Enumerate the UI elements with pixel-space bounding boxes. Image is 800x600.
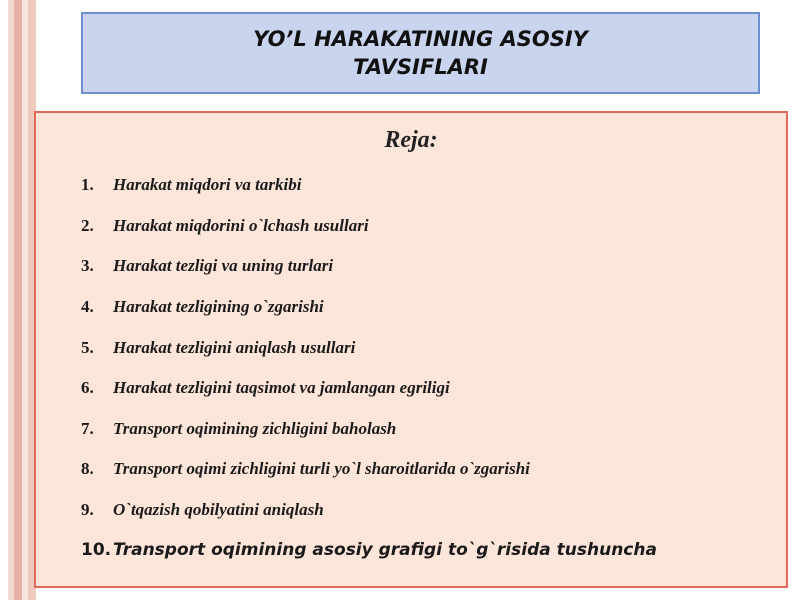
plan-item-number: 6. <box>81 378 94 397</box>
plan-item-text: Transport oqimining zichligini baholash <box>113 419 397 438</box>
plan-item-5 <box>81 338 355 358</box>
plan-item-10 <box>81 540 657 560</box>
plan-heading: Reja: <box>384 127 438 153</box>
plan-item-number: 4. <box>81 297 94 316</box>
plan-item-3 <box>81 256 333 276</box>
plan-item-text: Transport oqimi zichligini turli yo`l sharoitlarida o`zgarishi <box>113 459 530 478</box>
plan-item-6 <box>81 378 450 398</box>
plan-item-text: Harakat miqdori va tarkibi <box>113 175 302 194</box>
plan-item-2 <box>81 216 369 236</box>
plan-item-text: O`tqazish qobilyatini aniqlash <box>113 500 324 519</box>
plan-item-1 <box>81 175 301 195</box>
plan-item-9 <box>81 500 324 520</box>
plan-item-number: 2. <box>81 216 94 235</box>
plan-item-text: Transport oqimining asosiy grafigi to`g`risida tushuncha <box>113 540 657 560</box>
plan-content-box <box>34 111 788 588</box>
plan-item-8 <box>81 459 530 479</box>
plan-item-text: Harakat tezligini taqsimot va jamlangan egriligi <box>113 378 450 397</box>
plan-item-7 <box>81 419 396 439</box>
plan-item-number: 5. <box>81 338 94 357</box>
plan-item-text: Harakat miqdorini o`lchash usullari <box>113 216 369 235</box>
plan-item-number: 1. <box>81 175 94 194</box>
plan-item-4 <box>81 297 324 317</box>
plan-item-number: 3. <box>81 256 94 275</box>
plan-item-text: Harakat tezligini aniqlash usullari <box>113 338 356 357</box>
stripe <box>14 0 22 600</box>
stripe <box>0 0 8 600</box>
plan-item-number: 7. <box>81 419 94 438</box>
plan-item-text: Harakat tezligi va uning turlari <box>113 256 334 275</box>
slide-title-line2: TAVSIFLARI <box>353 55 488 79</box>
plan-item-number: 9. <box>81 500 94 519</box>
decorative-stripes <box>0 0 36 600</box>
slide-title-box <box>81 12 760 94</box>
plan-item-number: 10. <box>81 540 112 560</box>
slide-title-line1: YO’L HARAKATINING ASOSIY <box>253 27 588 51</box>
plan-item-text: Harakat tezligining o`zgarishi <box>113 297 324 316</box>
plan-item-number: 8. <box>81 459 94 478</box>
